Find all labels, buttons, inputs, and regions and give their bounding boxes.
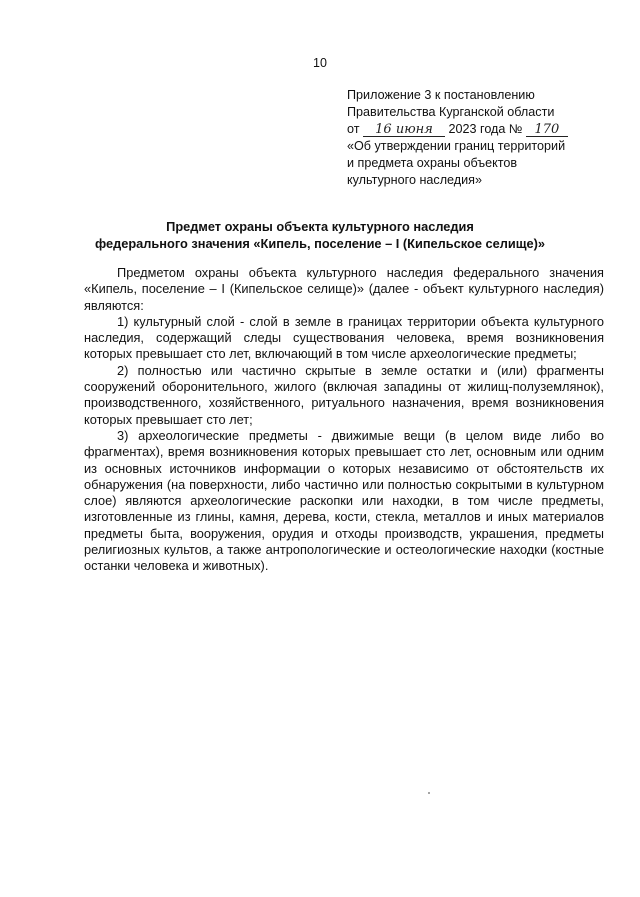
handwritten-number: 170	[526, 123, 568, 137]
appendix-header	[347, 87, 617, 189]
year-text: 2023 года №	[448, 122, 523, 136]
appendix-line-1: Приложение 3 к постановлению	[347, 88, 535, 102]
date-prefix: от	[347, 122, 360, 136]
appendix-date-line	[347, 121, 617, 138]
paragraph-item-2: 2) полностью или частично скрытые в земле остатки и (или) фрагменты сооружений оборонительного, жилого (включая западины от жилищ-полуземлянок), производственного, хозяйственного, ритуального назначения, время возникновения которых превышает сто лет;	[84, 362, 604, 427]
paragraph-item-3: 3) археологические предметы - движимые вещи (в целом виде либо во фрагментах), время возникновения которых превышает сто лет, основным или одним из основных источников информации о которых независимо от обстоятельств их обнаружения (на поверхности, либо частично или полностью сокрытыми в культурном слое) являются археологические раскопки или находки, в том числе предметы, изготовленные из глины, камня, дерева, кости, стекла, металлов и иных материалов предметы быта, вооружения, орудия и отходы производств, украшения, предметы религиозных культов, а также антропологические и остеологические находки (костные останки человека и животных).	[84, 427, 604, 574]
title-line-1: Предмет охраны объекта культурного наследия	[166, 219, 474, 234]
scan-speck	[428, 792, 430, 794]
paragraph-intro: Предметом охраны объекта культурного наследия федерального значения «Кипель, поселение – I (Кипельское селище)» (далее - объект культурного наследия) являются:	[84, 265, 604, 313]
document-body	[84, 265, 604, 575]
page-number: 10	[313, 56, 327, 70]
paragraph-item-1: 1) культурный слой - слой в земле в границах территории объекта культурного наследия, содержащий следы существования человека, время возникновения которых превышает сто лет, включающий в том числе археологические предметы;	[84, 313, 604, 362]
appendix-line-2: Правительства Курганской области	[347, 105, 555, 119]
title-line-2: федерального значения «Кипель, поселение – I (Кипельское селище)»	[94, 236, 546, 251]
appendix-subject-1: «Об утверждении границ территорий	[347, 139, 566, 153]
handwritten-date: 16 июня	[363, 123, 445, 137]
document-title	[0, 218, 640, 252]
appendix-subject-3: культурного наследия»	[347, 173, 482, 187]
appendix-subject-2: и предмета охраны объектов	[347, 156, 518, 170]
